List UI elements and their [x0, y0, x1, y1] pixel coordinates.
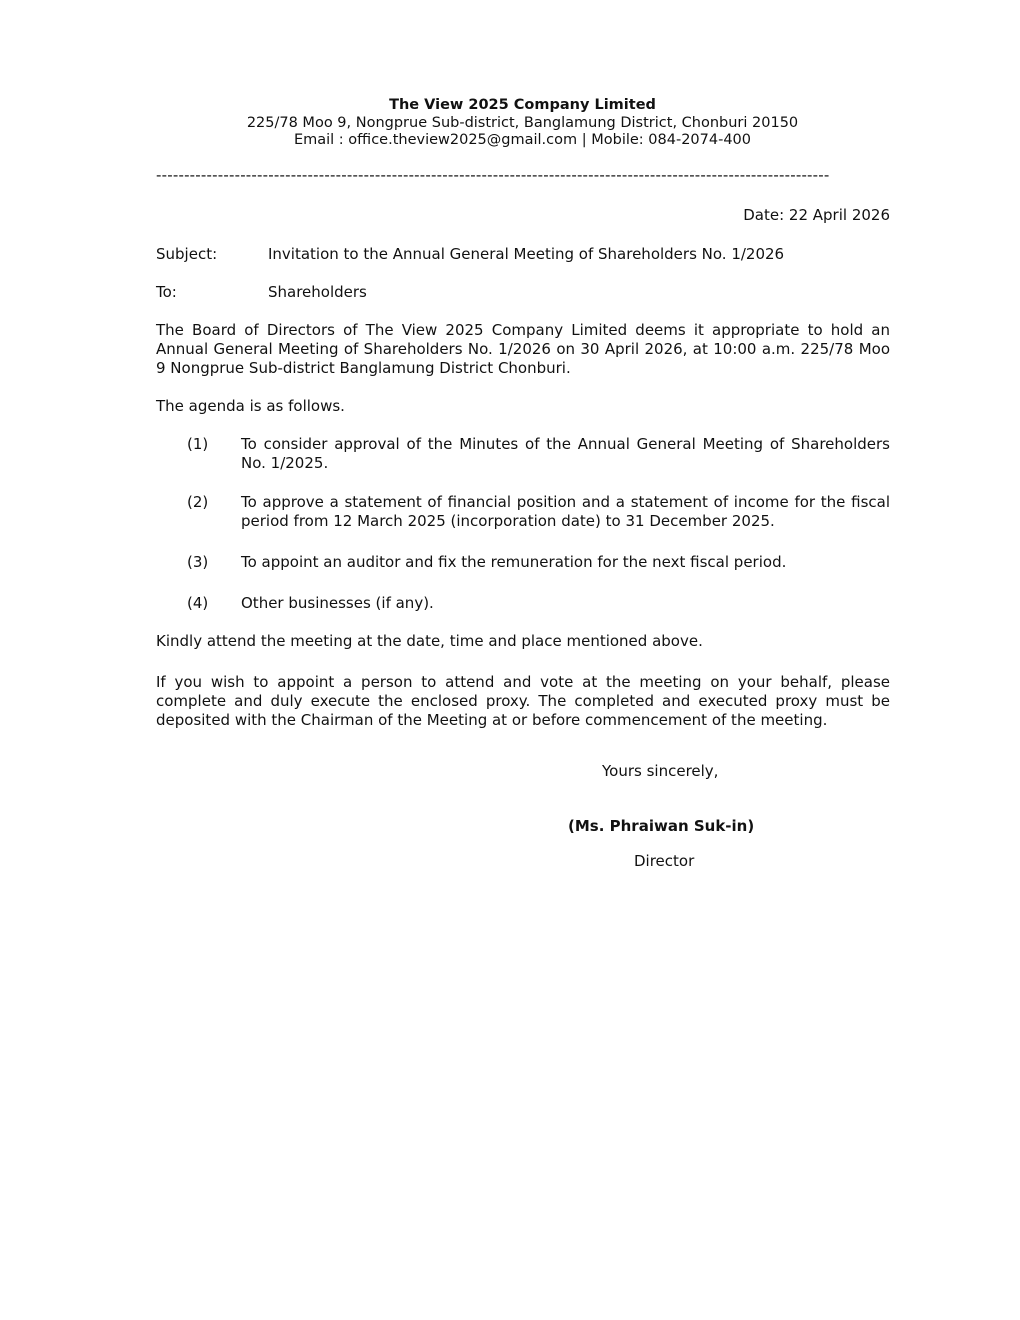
agenda-intro: The agenda is as follows.	[156, 397, 345, 415]
agenda-item-number: (2)	[187, 493, 209, 511]
agenda-item-text: To consider approval of the Minutes of the Annual General Meeting of Shareholders No. 1/2025.	[241, 435, 890, 472]
company-name: The View 2025 Company Limited	[389, 97, 656, 113]
agenda-item-number: (3)	[187, 553, 209, 571]
to-label: To:	[156, 283, 177, 301]
agenda-item-text: To appoint an auditor and fix the remuneration for the next fiscal period.	[241, 553, 787, 571]
header-separator: ------------------------------------------------------------------------------------------------------------------------	[156, 166, 830, 184]
to-text: Shareholders	[268, 283, 367, 301]
signer-title: Director	[634, 852, 695, 870]
company-address: 225/78 Moo 9, Nongprue Sub-district, Banglamung District, Chonburi 20150	[246, 115, 799, 131]
letter-date: Date: 22 April 2026	[743, 206, 890, 224]
closing-salutation: Yours sincerely,	[602, 762, 719, 780]
agenda-item-text: To approve a statement of financial position and a statement of income for the fiscal period from 12 March 2025 (incorporation date) to 31 December 2025.	[241, 493, 890, 530]
intro-paragraph: The Board of Directors of The View 2025 Company Limited deems it appropriate to hold an Annual General Meeting of Shareholders No. 1/2026 on 30 April 2026, at 10:00 a.m. 225/78 Moo 9 Nongprue Sub-district Banglamung District Chonburi.	[156, 321, 890, 377]
attend-note: Kindly attend the meeting at the date, time and place mentioned above.	[156, 632, 703, 650]
company-contact: Email : office.theview2025@gmail.com | Mobile: 084-2074-400	[293, 132, 752, 148]
proxy-note: If you wish to appoint a person to attend and vote at the meeting on your behalf, please complete and duly execute the enclosed proxy. The completed and executed proxy must be deposited with the Chairman of the Meeting at or before commencement of the meeting.	[156, 673, 890, 729]
agenda-item-number: (1)	[187, 435, 209, 453]
signer-name: (Ms. Phraiwan Suk-in)	[568, 817, 755, 835]
subject-text: Invitation to the Annual General Meeting of Shareholders No. 1/2026	[268, 245, 785, 263]
subject-label: Subject:	[156, 245, 218, 263]
agenda-item-text: Other businesses (if any).	[241, 594, 434, 612]
agenda-item-number: (4)	[187, 594, 209, 612]
